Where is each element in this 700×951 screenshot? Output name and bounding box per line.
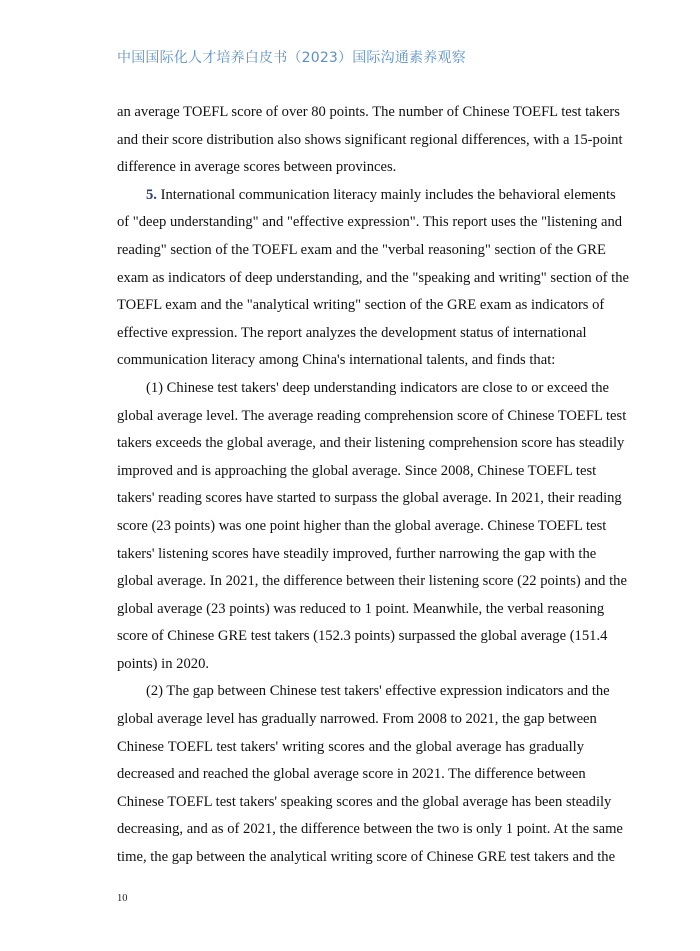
text-line: global average level has gradually narrowed. From 2008 to 2021, the gap between — [117, 711, 597, 728]
text-line: score (23 points) was one point higher than the global average. Chinese TOEFL test — [117, 517, 607, 534]
text-line: Chinese TOEFL test takers' writing scores and the global average has gradually — [117, 738, 584, 755]
text-line: global average (23 points) was reduced to 1 point. Meanwhile, the verbal reasoning — [117, 600, 605, 617]
paragraph — [117, 182, 630, 375]
text-line: TOEFL exam and the "analytical writing" section of the GRE exam as indicators of — [117, 297, 605, 314]
paragraph — [117, 678, 623, 871]
running-header: 中国国际化人才培养白皮书（2023）国际沟通素养观察 — [117, 50, 466, 66]
paragraph — [117, 375, 627, 679]
text-line: effective expression. The report analyzes the development status of international — [117, 324, 587, 341]
text-line: global average level. The average reading comprehension score of Chinese TOEFL test — [117, 407, 627, 424]
text-line: points) in 2020. — [117, 655, 210, 672]
text-line: takers' reading scores have started to surpass the global average. In 2021, their reading — [117, 490, 622, 507]
text-line: and their score distribution also shows significant regional differences, with a 15-point — [117, 131, 623, 148]
text-line: improved and is approaching the global average. Since 2008, Chinese TOEFL test — [117, 462, 597, 479]
text-line: communication literacy among China's international talents, and finds that: — [117, 352, 556, 369]
text-line: an average TOEFL score of over 80 points. The number of Chinese TOEFL test takers — [117, 104, 620, 120]
text-line: of "deep understanding" and "effective expression". This report uses the "listening and — [117, 214, 623, 231]
text-line: score of Chinese GRE test takers (152.3 points) surpassed the global average (151.4 — [117, 628, 608, 645]
text-line: takers exceeds the global average, and their listening comprehension score has steadily — [117, 435, 625, 452]
text-line: difference in average scores between provinces. — [117, 159, 397, 176]
text-line: decreasing, and as of 2021, the difference between the two is only 1 point. At the same — [117, 821, 623, 838]
page-number: 10 — [117, 893, 128, 904]
text-line: Chinese TOEFL test takers' speaking scores and the global average has been steadily — [117, 793, 612, 810]
paragraph — [117, 99, 623, 182]
text-line: global average. In 2021, the difference between their listening score (22 points) and the — [117, 573, 627, 590]
text-fragment: International communication literacy mainly includes the behavioral elements — [156, 186, 616, 203]
body-text — [117, 99, 630, 872]
text-line: exam as indicators of deep understanding, and the "speaking and writing" section of the — [117, 269, 630, 286]
text-line: (1) Chinese test takers' deep understanding indicators are close to or exceed the — [146, 379, 609, 396]
text-line: reading" section of the TOEFL exam and the "verbal reasoning" section of the GRE — [117, 241, 606, 258]
text-line — [117, 182, 616, 210]
text-line: (2) The gap between Chinese test takers' effective expression indicators and the — [146, 683, 610, 700]
text-line: time, the gap between the analytical writing score of Chinese GRE test takers and the — [117, 849, 616, 866]
text-line: takers' listening scores have steadily improved, further narrowing the gap with the — [117, 545, 597, 562]
text-line: decreased and reached the global average score in 2021. The difference between — [117, 766, 586, 783]
item-number: 5. — [146, 186, 157, 203]
